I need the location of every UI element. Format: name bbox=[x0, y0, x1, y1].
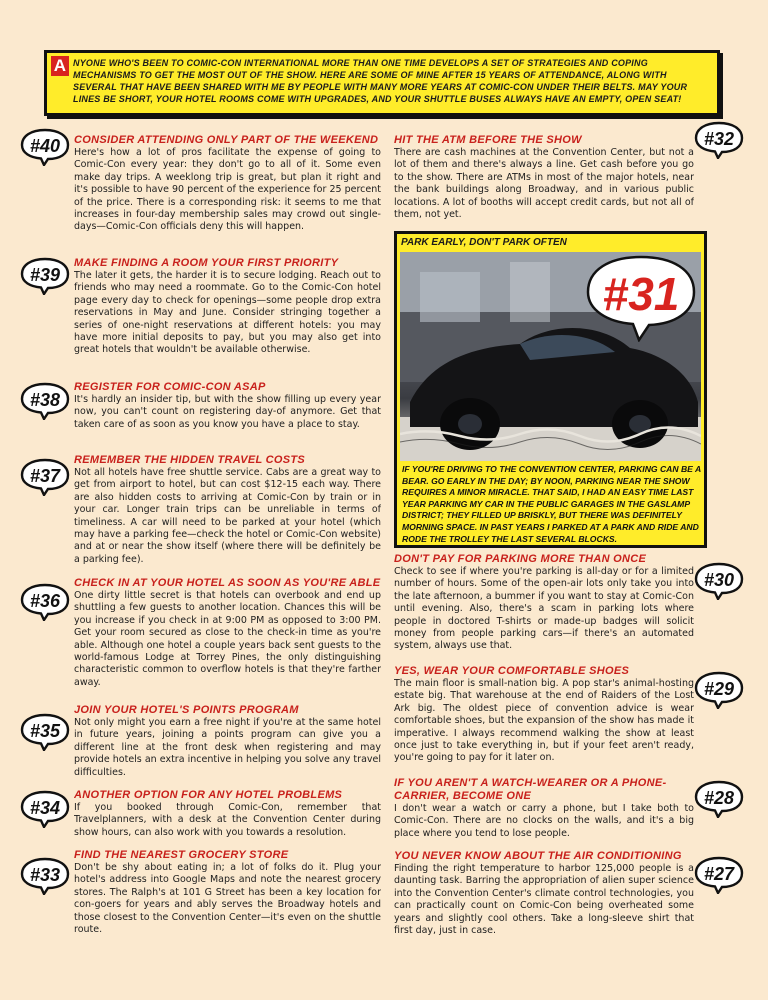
tip-number: #39 bbox=[29, 265, 61, 285]
tip-number: #34 bbox=[29, 798, 61, 818]
speech-bubble-icon bbox=[694, 780, 744, 818]
panel-caption: IF YOU'RE DRIVING TO THE CONVENTION CENTER, PARKING CAN BE A BEAR. GO EARLY IN THE DAY; BY NOON, PARKING NEAR THE SHOW REQUIRES A MINOR MIRACLE. THAT SAID, I HAD AN EASY TIME LAST YEAR PARKING MY CAR IN THE PUBLIC GARAGES IN THE GASLAMP DISTRICT; THEY FILLED UP BRISKLY, BUT THERE WAS DEFINITELY MORNING SPACE. IN PAST YEARS I PARKED AT A PARK AND RIDE AND RODE THE TROLLEY THE LAST SEVERAL BLOCKS. bbox=[402, 464, 701, 544]
tip-32 bbox=[394, 134, 694, 226]
tip-27 bbox=[394, 850, 694, 950]
speech-bubble-icon bbox=[20, 790, 70, 828]
tip-number: #29 bbox=[703, 679, 735, 699]
tip-body: Finding the right temperature to harbor 125,000 people is a daunting task. Barring the appropriation of alien super science into the Convention Center's climate control technologies, you can practically count on Comic-Con being overheated some years and slightly cool others. Take a long-sleeve shirt that first day, just in case. bbox=[394, 863, 694, 937]
intro-text: NYONE WHO'S BEEN TO COMIC-CON INTERNATIONAL MORE THAN ONE TIME DEVELOPS A SET OF STRATEGIES AND COPING MECHANISMS TO GET THE MOST OUT OF THE SHOW. HERE ARE SOME OF MINE AFTER 15 YEARS OF ATTENDANCE, ALONG WITH SEVERAL THAT HAVE BEEN SHARED WITH ME BY PEOPLE WITH MANY MORE YEARS AT COMIC-CON UNDER THEIR BELTS. MAY YOUR LINES BE SHORT, YOUR HOTEL ROOMS COME WITH UPGRADES, AND YOUR SHUTTLE BUSES ALWAYS HAVE AN EMPTY, OPEN SEAT! bbox=[73, 58, 688, 104]
tip-28 bbox=[394, 777, 694, 847]
big-number-bubble bbox=[585, 254, 697, 342]
speech-bubble-icon bbox=[20, 128, 70, 166]
tip-number: #32 bbox=[703, 129, 735, 149]
tip-number: #31 bbox=[602, 268, 680, 320]
tip-number: #40 bbox=[29, 136, 61, 156]
feature-panel-31 bbox=[394, 231, 707, 548]
tip-36 bbox=[74, 577, 381, 707]
tip-body: The main floor is small-nation big. A pop star's animal-hosting estate big. That warehouse at the end of Raiders of the Lost Ark big. The oldest piece of convention advice is wear comfortable shoes, but the expansion of the show has made it imperative. I always recommend walking the show at least once just to take everything in, but if your feet aren't ready, you're going to pay for it later on. bbox=[394, 678, 694, 764]
speech-bubble-icon bbox=[20, 713, 70, 751]
tip-34 bbox=[74, 789, 381, 845]
tip-33 bbox=[74, 849, 381, 947]
tip-title: MAKE FINDING A ROOM YOUR FIRST PRIORITY bbox=[74, 257, 339, 269]
tip-number: #33 bbox=[29, 865, 61, 885]
tip-body: Not all hotels have free shuttle service. Cabs are a great way to get from airport to hotel, but can cost $12-15 each way. There are also hidden costs to arriving at Comic-Con by train or in your car. Longer train trips can be unreliable in terms of timeliness. A car will need to be parked at your hotel (which may have a parking fee—check the hotel or Comic-Con website) and at or near the show itself (where there will be definitely be a parking fee). bbox=[74, 467, 381, 565]
tip-39 bbox=[74, 257, 381, 375]
tip-30 bbox=[394, 553, 694, 661]
tip-body: Here's how a lot of pros facilitate the expense of going to Comic-Con every year: they don't go to all of it. Some even make day trips. A weeklong trip is great, but plan it right and it's possible to have 90 percent of the experience for 25 percent of the price. There is a corresponding risk: it seems to me that increases in four-day membership sales may crowd out single-days—Comic-Con officials deny this will happen. bbox=[74, 147, 381, 233]
speech-bubble-icon bbox=[694, 856, 744, 894]
intro-box bbox=[44, 50, 720, 116]
tip-title: ANOTHER OPTION FOR ANY HOTEL PROBLEMS bbox=[74, 789, 343, 801]
panel-title: PARK EARLY, DON'T PARK OFTEN bbox=[401, 237, 567, 248]
tip-40 bbox=[74, 134, 381, 250]
tip-37 bbox=[74, 454, 381, 572]
tip-title: REGISTER FOR COMIC-CON ASAP bbox=[74, 381, 266, 393]
tip-body: Don't be shy about eating in; a lot of folks do it. Plug your hotel's address into Google Maps and note the nearest grocery stores. The Ralph's at 101 G Street has been a key location for con-goers for years and ably serves the Broadway hotels and those closest to the Convention Center—it's even on the shuttle route. bbox=[74, 862, 381, 936]
speech-bubble-icon bbox=[20, 583, 70, 621]
tip-number: #30 bbox=[703, 570, 735, 590]
tip-title: JOIN YOUR HOTEL'S POINTS PROGRAM bbox=[74, 704, 299, 716]
tip-title: CONSIDER ATTENDING ONLY PART OF THE WEEKEND bbox=[74, 134, 379, 146]
tip-number: #36 bbox=[29, 591, 61, 611]
tip-body: Not only might you earn a free night if you're at the same hotel in future years, joining a points program can give you a different line at the front desk when registering and may provide hotels an extra incentive in helping you solve any travel difficulties. bbox=[74, 717, 381, 778]
tip-title: FIND THE NEAREST GROCERY STORE bbox=[74, 849, 289, 861]
tip-body: One dirty little secret is that hotels can overbook and end up shuttling a few guests to another location. Chances this will be you increase if you check in at 9:00 PM as opposed to 3:00 PM. Get your room secured as close to the check-in time as you're able. Although one hotel a couple years back sent guests to the world-famous Lodge at Torrey Pines, the only distinguishing characteristic common to overflow hotels is that they're farther away. bbox=[74, 590, 381, 688]
tip-body: Check to see if where you're parking is all-day or for a limited number of hours. Some of the open-air lots only take you into the late afternoon, a bummer if you want to stay at Comic-Con until evening. Also, there's a scam in parking lots where people in doctored T-shirts or made-up badges will solicit money from people parking cars—if there's an automated system, always use that. bbox=[394, 566, 694, 652]
tip-title: REMEMBER THE HIDDEN TRAVEL COSTS bbox=[74, 454, 306, 466]
tip-title: YES, WEAR YOUR COMFORTABLE SHOES bbox=[394, 665, 630, 677]
tip-title: DON'T PAY FOR PARKING MORE THAN ONCE bbox=[394, 553, 647, 565]
tip-title: HIT THE ATM BEFORE THE SHOW bbox=[394, 134, 582, 146]
speech-bubble-icon bbox=[694, 562, 744, 600]
tip-38 bbox=[74, 381, 381, 445]
tip-number: #28 bbox=[703, 788, 735, 808]
tip-body: It's hardly an insider tip, but with the show filling up every year now, you can't count on registering day-of anymore. Get that taken care of as soon as you know you have a place to stay. bbox=[74, 394, 381, 430]
tip-body: The later it gets, the harder it is to secure lodging. Reach out to friends who may need a roommate. Go to the Comic-Con hotel page every day to check for openings—some people drop extra reservations in May and June. Consider stringing together a series of one-night reservations at different hotels: you may have more initial deposits to pay, but you may also get into great hotels that wouldn't be available otherwise. bbox=[74, 270, 381, 356]
tip-35 bbox=[74, 704, 381, 784]
speech-bubble-icon bbox=[20, 458, 70, 496]
tip-number: #35 bbox=[29, 721, 61, 741]
tip-body: If you booked through Comic-Con, remember that Travelplanners, with a desk at the Convention Center during show hours, can also work with you towards a resolution. bbox=[74, 802, 381, 838]
speech-bubble-icon bbox=[20, 257, 70, 295]
tip-number: #38 bbox=[29, 390, 61, 410]
speech-bubble-icon bbox=[694, 671, 744, 709]
tip-number: #27 bbox=[703, 864, 735, 884]
tip-title: IF YOU AREN'T A WATCH-WEARER OR A PHONE-CARRIER, BECOME ONE bbox=[394, 777, 667, 802]
tip-title: YOU NEVER KNOW ABOUT THE AIR CONDITIONING bbox=[394, 850, 682, 862]
speech-bubble-icon bbox=[20, 382, 70, 420]
tip-number: #37 bbox=[29, 466, 61, 486]
tip-body: I don't wear a watch or carry a phone, but I take both to Comic-Con. There are no clocks on the walls, and it's a big place where you tend to lose people. bbox=[394, 803, 694, 839]
tip-title: CHECK IN AT YOUR HOTEL AS SOON AS YOU'RE ABLE bbox=[74, 577, 381, 589]
speech-bubble-icon bbox=[694, 121, 744, 159]
speech-bubble-icon bbox=[20, 857, 70, 895]
batmobile-photo bbox=[400, 252, 701, 461]
intro-dropcap: A bbox=[51, 56, 69, 76]
tip-body: There are cash machines at the Convention Center, but not a lot of them and there's always a line. Get cash before you go to the show. There are ATMs in most of the major hotels, near the bank buildings along Broadway, and in various public locations. A lot of booths will accept credit cards, but not all of them, not yet. bbox=[394, 147, 694, 221]
tip-29 bbox=[394, 665, 694, 773]
